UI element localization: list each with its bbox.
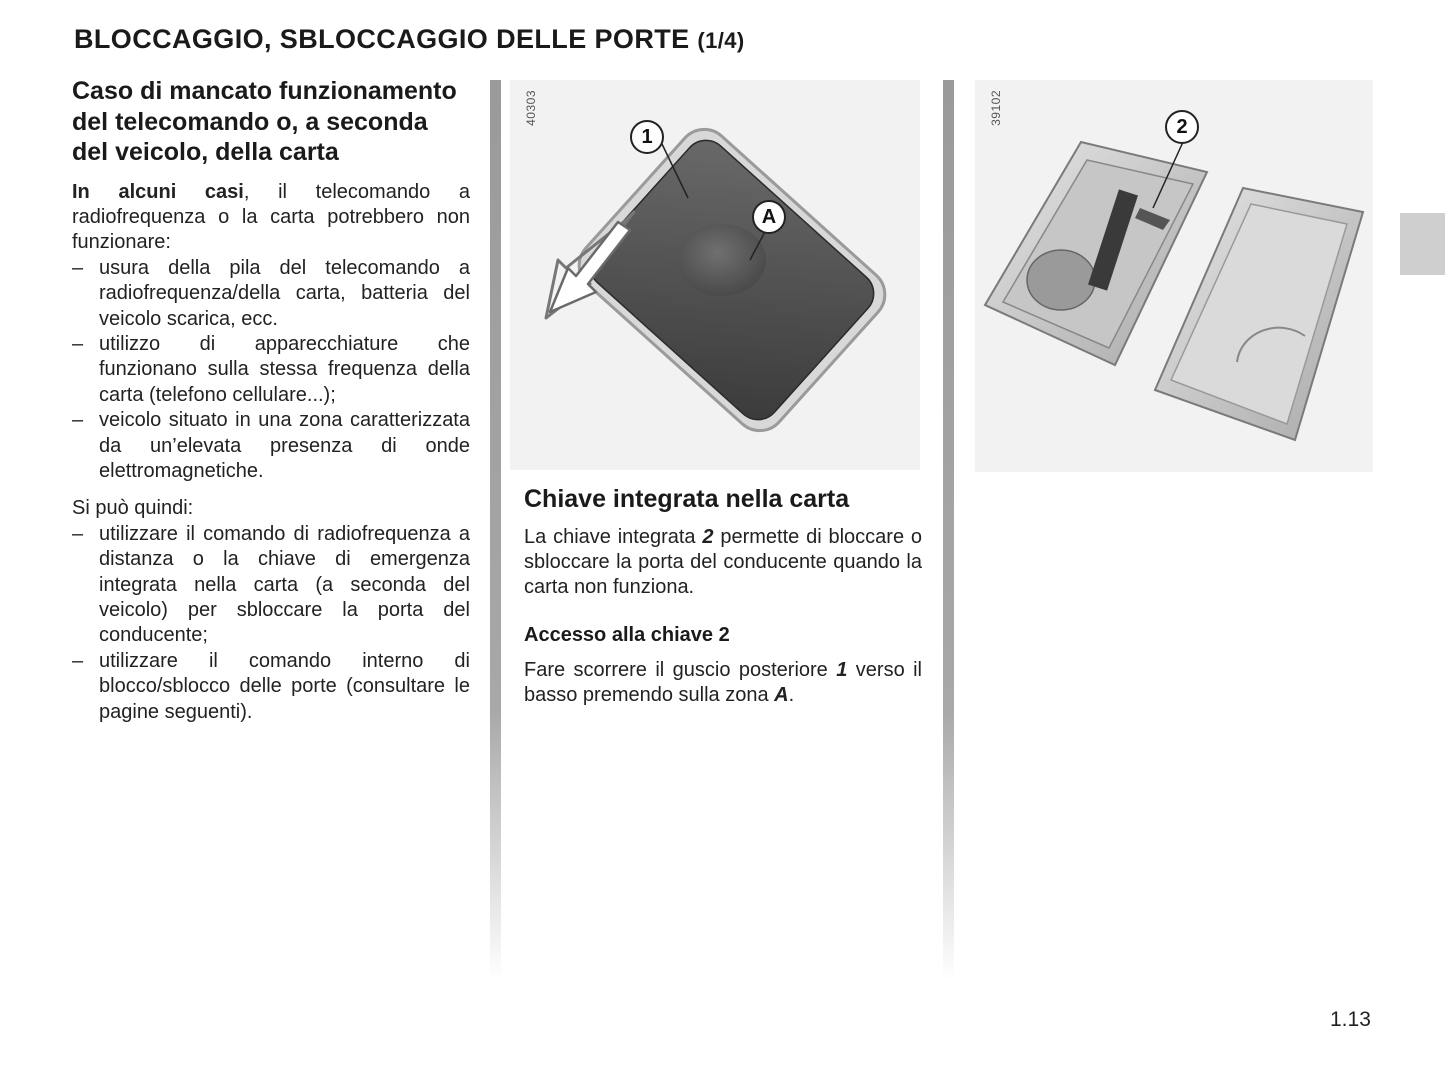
text-run: verso il basso premendo sulla zona [524, 658, 923, 707]
page-number: 1.13 [1330, 1008, 1371, 1031]
left-column [72, 76, 470, 725]
ref-number-2: 2 [702, 525, 714, 548]
section-heading-malfunction: Caso di mancato funzionamento del telecomando o, a seconda del veicolo, della carta [72, 77, 457, 166]
page-title-text: BLOCCAGGIO, SBLOCCAGGIO DELLE PORTE [74, 24, 690, 54]
intro-paragraph [72, 180, 470, 256]
card-back-shell [1155, 188, 1363, 440]
text-run: Fare scorrere il guscio posteriore [524, 658, 837, 681]
figure-code: 40303 [524, 90, 538, 126]
causes-list [72, 256, 470, 485]
chapter-edge-tab [1400, 213, 1445, 275]
text-run: . [788, 684, 795, 707]
access-key-paragraph [524, 658, 922, 709]
figure-code: 39102 [989, 90, 1003, 126]
intro-bold: In alcuni casi [72, 180, 244, 203]
remedies-list [72, 522, 470, 725]
ref-number-1: 1 [836, 658, 848, 681]
callout-1: 1 [630, 120, 664, 154]
section-heading-integrated-key: Chiave integrata nella carta [524, 485, 850, 513]
integrated-key-paragraph [524, 525, 922, 601]
callout-a: A [752, 200, 786, 234]
middle-column [524, 484, 922, 709]
page-title [74, 24, 745, 55]
callout-2: 2 [1165, 110, 1199, 144]
remedies-intro: Si può quindi: [72, 497, 194, 520]
press-zone [678, 224, 766, 296]
card-inner-shell [985, 142, 1207, 365]
list-item: – veicolo situato in una zona caratterizzata da un’elevata presenza di onde elettromagnetiche. [72, 408, 470, 484]
page-title-suffix: (1/4) [697, 28, 745, 53]
subheading-access-key: Accesso alla chiave 2 [524, 623, 730, 646]
text-run: permette di bloccare o sbloccare la porta del conducente quando la carta non funziona. [524, 525, 923, 599]
list-item: – utilizzare il comando interno di blocco/sblocco delle porte (consultare le pagine seguenti). [72, 649, 470, 725]
ref-zone-a: A [774, 684, 789, 707]
list-item: – utilizzare il comando di radiofrequenza a distanza o la chiave di emergenza integrata nella carta (a seconda del veicolo) per sbloccare la porta del conducente; [72, 522, 470, 649]
text-run: La chiave integrata [524, 525, 703, 548]
card-open-figure [975, 80, 1373, 472]
list-item: – utilizzo di apparecchiature che funzionano sulla stessa frequenza della carta (telefono cellulare...); [72, 332, 470, 408]
card-shell-figure [510, 80, 920, 470]
intro-text: , il telecomando a radiofrequenza o la carta potrebbero non funzionare: [72, 180, 470, 254]
column-divider [490, 80, 501, 980]
key-card-illustration [510, 80, 920, 470]
list-item: – usura della pila del telecomando a radiofrequenza/della carta, batteria del veicolo scarica, ecc. [72, 256, 470, 332]
column-divider [943, 80, 954, 980]
